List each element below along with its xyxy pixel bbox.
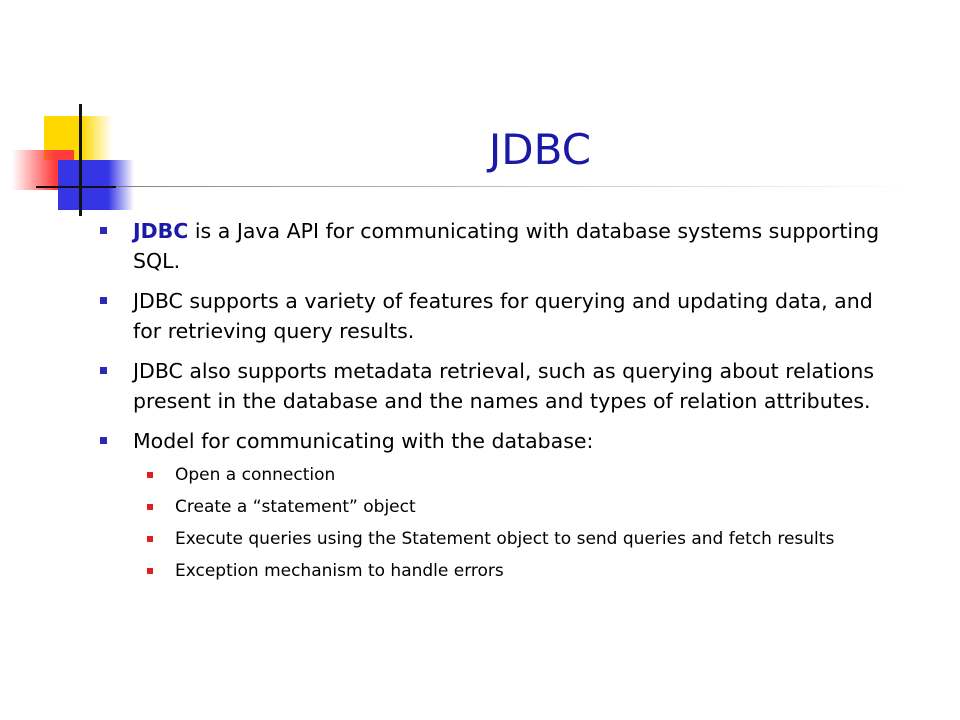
bullet-list xyxy=(100,216,900,592)
sub-bullet-text: Exception mechanism to handle errors xyxy=(175,561,504,581)
sub-bullet-item xyxy=(100,560,900,583)
small-square-bullet-icon xyxy=(147,472,153,478)
small-square-bullet-icon xyxy=(147,504,153,510)
bullet-text: JDBC supports a variety of features for querying and updating data, and for retrieving query results. xyxy=(133,289,873,343)
bullet-text: JDBC also supports metadata retrieval, such as querying about relations present in the database and the names and types of relation attributes. xyxy=(133,359,874,413)
square-bullet-icon xyxy=(100,367,107,374)
sub-bullet-item xyxy=(100,464,900,487)
sub-bullet-text: Open a connection xyxy=(175,465,336,485)
decorative-logo xyxy=(0,0,140,230)
sub-bullet-text: Execute queries using the Statement object to send queries and fetch results xyxy=(175,529,835,549)
square-bullet-icon xyxy=(100,227,107,234)
sub-bullet-item xyxy=(100,528,900,551)
bullet-text: is a Java API for communicating with database systems supporting SQL. xyxy=(133,219,880,273)
square-bullet-icon xyxy=(100,297,107,304)
logo-vertical-line xyxy=(79,104,82,216)
logo-blue-fade xyxy=(108,160,134,210)
bullet-item xyxy=(100,356,900,416)
logo-blue-square xyxy=(58,160,108,210)
sub-bullet-text: Create a “statement” object xyxy=(175,497,416,517)
sub-bullet-list xyxy=(100,464,900,583)
bullet-text: Model for communicating with the database: xyxy=(133,429,594,453)
sub-bullet-item xyxy=(100,496,900,519)
slide-title: JDBC xyxy=(488,125,592,174)
square-bullet-icon xyxy=(100,437,107,444)
bullet-item xyxy=(100,286,900,346)
small-square-bullet-icon xyxy=(147,568,153,574)
logo-yellow-fade xyxy=(82,116,112,160)
small-square-bullet-icon xyxy=(147,536,153,542)
title-underline-accent xyxy=(36,186,116,188)
title-underline xyxy=(36,186,916,187)
bullet-keyword: JDBC xyxy=(133,219,189,243)
bullet-item xyxy=(100,216,900,276)
bullet-item xyxy=(100,426,900,456)
